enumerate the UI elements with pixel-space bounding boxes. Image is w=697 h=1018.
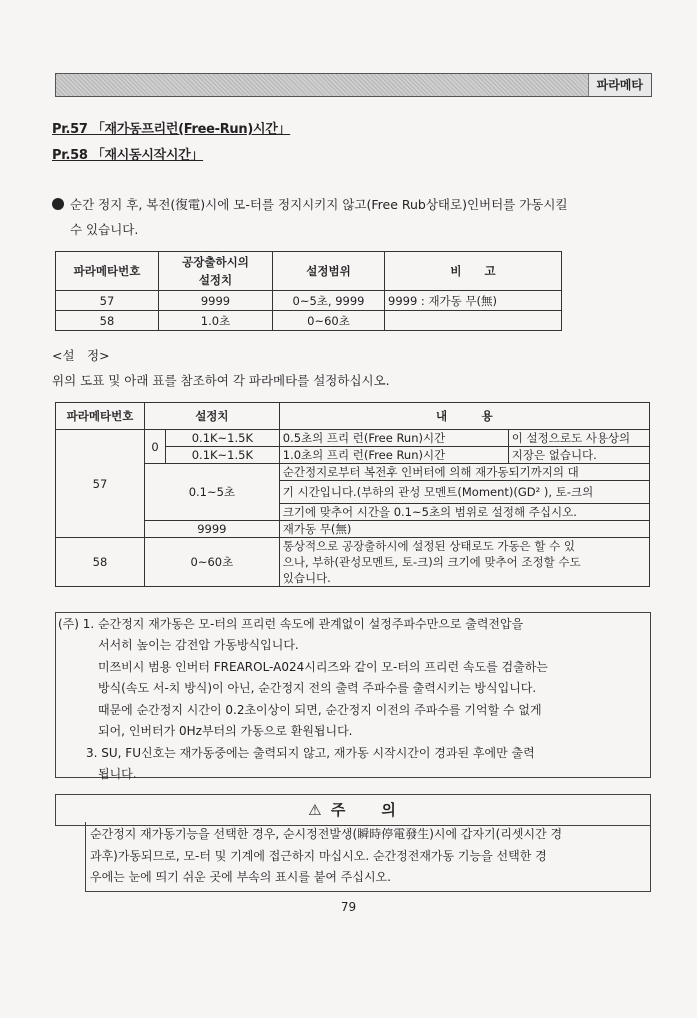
table-cell: 크기에 맞추어 시간을 0.1~5초의 범위로 설정해 주십시오.: [279, 504, 649, 521]
caution-line: 순간정지 재가동기능을 선택한 경우, 순시정전발생(瞬時停電發生)시에 갑자기(리셋시간 경: [90, 827, 563, 841]
caution-line: 우에는 눈에 띄기 쉬운 곳에 부속의 표시를 붙여 주십시오.: [90, 870, 391, 884]
param-title-58: Pr.58 「재시동시작시간」: [52, 148, 204, 163]
column-header: 비 고: [385, 252, 562, 291]
table-cell: 9999: [145, 521, 280, 538]
table-cell: 0~60초: [145, 538, 280, 587]
table-row: [56, 291, 562, 311]
table-cell: 0.1K~1.5K: [166, 430, 280, 447]
table-cell: 0~5초, 9999: [273, 291, 385, 311]
table-cell: 57: [56, 291, 159, 311]
table-cell: 순간정지로부터 복전후 인버터에 의해 재가동되기까지의 대: [279, 464, 649, 481]
caution-line: 과후)가동되므로, 모-터 및 기계에 접근하지 마십시오. 순간정전재가동 기능을 선택한 경: [90, 848, 547, 863]
table-cell: 1.0초: [159, 311, 273, 331]
table-cell: 58: [56, 311, 159, 331]
table-cell: 9999 : 재가동 무(無): [385, 291, 562, 311]
table-cell: [385, 311, 562, 331]
column-header: 내 용: [279, 403, 649, 430]
table-cell: 0~60초: [273, 311, 385, 331]
table-cell: 0.1~5초: [145, 464, 280, 521]
table-header-row: [56, 252, 562, 291]
note-line: 되어, 인버터가 0Hz부터의 가동으로 환원됩니다.: [98, 724, 353, 738]
section-header-band: [55, 73, 652, 97]
note-line: 때문에 순간정지 시간이 0.2초이상이 되면, 순간정지 이전의 주파수를 기억할 수 없게: [98, 703, 542, 717]
column-header: 파라메타번호: [56, 403, 145, 430]
note-line: 방식(속도 서-치 방식)이 아닌, 순간정지 전의 출력 주파수를 출력시키는 방식입니다.: [98, 681, 537, 695]
intro-line-1: 순간 정지 후, 복전(復電)시에 모-터를 정지시키지 않고(Free Rub상태로)인버터를 가동시킬: [70, 197, 568, 212]
caution-body: [85, 822, 651, 892]
note-box: [55, 612, 651, 781]
intro-paragraph: [52, 192, 652, 242]
setting-heading: <설 정>: [52, 348, 110, 363]
table-header-row: [56, 403, 650, 430]
intro-line-2: 수 있습니다.: [70, 222, 139, 237]
warning-icon: ⚠: [308, 801, 324, 819]
column-header: 파라메타번호: [56, 252, 159, 291]
table-cell: 이 설정으로도 사용상의: [508, 430, 649, 447]
table-cell: 0.5초의 프리 런(Free Run)시간: [279, 430, 508, 447]
note-line: 3. SU, FU신호는 재가동중에는 출력되지 않고, 재가동 시작시간이 경과된 후에만 출력: [86, 746, 535, 760]
note-line: 됩니다.: [98, 767, 137, 781]
table-cell: 기 시간입니다.(부하의 관성 모멘트(Moment)(GD² ), 토-크의: [279, 481, 649, 504]
param-title-57: Pr.57 「재가동프리런(Free-Run)시간」: [52, 122, 291, 137]
column-header: 설정치: [145, 403, 280, 430]
note-line: 미쯔비시 범용 인버터 FREAROL-A024시리즈와 같이 모-터의 프리런 속도를 검출하는: [98, 660, 548, 674]
setting-description: 위의 도표 및 아래 표를 참조하여 각 파라메타를 설정하십시오.: [52, 373, 390, 388]
table-cell: 으나, 부하(관성모멘트, 토-크)의 크기에 맞추어 조정할 수도: [279, 554, 649, 570]
table-row: [56, 311, 562, 331]
parameter-detail-table: [55, 402, 650, 587]
table-cell: 있습니다.: [279, 570, 649, 587]
note-line: (주) 1. 순간정지 재가동은 모-터의 프리런 속도에 관계없이 설정주파수만으로 출력전압을: [58, 617, 524, 631]
table-row: [56, 521, 650, 538]
table-row: [56, 464, 650, 481]
page-number: 79: [340, 900, 357, 914]
param-no-57: 57: [56, 430, 145, 538]
table-cell: 1.0초의 프리 런(Free Run)시간: [279, 447, 508, 464]
column-header: 설정범위: [273, 252, 385, 291]
column-header: 공장출하시의 설정치: [159, 252, 273, 291]
note-line: 서서히 높이는 감전압 가동방식입니다.: [98, 638, 299, 652]
table-cell: 0.1K~1.5K: [166, 447, 280, 464]
bullet-icon: [52, 198, 64, 210]
value-zero: 0: [145, 430, 166, 464]
param-no-58: 58: [56, 538, 145, 587]
table-cell: 9999: [159, 291, 273, 311]
table-row: [56, 538, 650, 555]
caution-title: 주 의: [330, 801, 398, 819]
table-row: [56, 430, 650, 447]
section-header-label: 파라메타: [588, 74, 651, 96]
table-cell: 재가동 무(無): [279, 521, 649, 538]
parameter-summary-table: [55, 251, 562, 331]
table-cell: 통상적으로 공장출하시에 설정된 상태로도 가동은 할 수 있: [279, 538, 649, 555]
table-cell: 지장은 없습니다.: [508, 447, 649, 464]
